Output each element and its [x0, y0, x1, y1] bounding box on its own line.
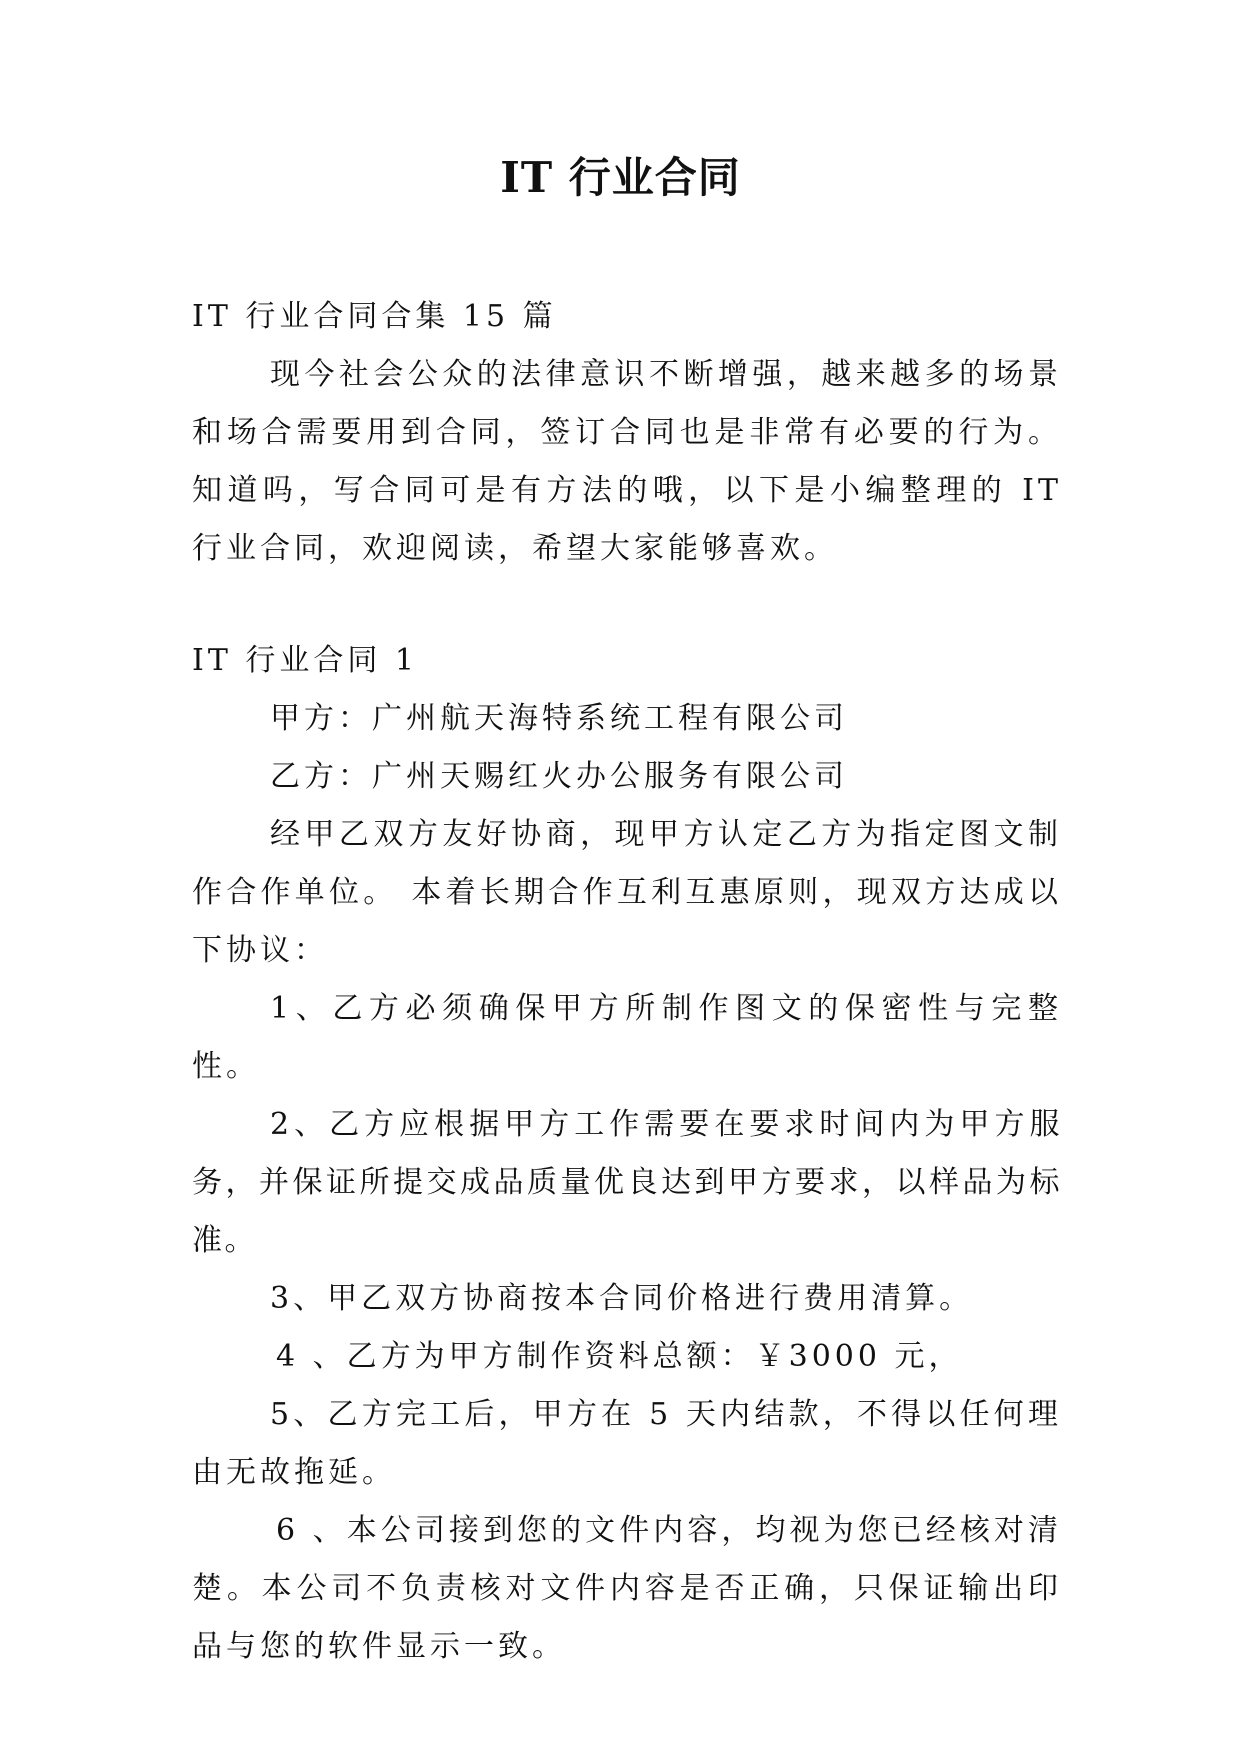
clause-5: 5、乙方完工后，甲方在 5 天内结款，不得以任何理由无故拖延。: [192, 1397, 1062, 1490]
clause-1: 1、乙方必须确保甲方所制作图文的保密性与完整性。: [192, 991, 1062, 1084]
collection-heading: IT 行业合同合集 15 篇: [192, 299, 557, 334]
intro-paragraph: 现今社会公众的法律意识不断增强，越来越多的场景和场合需要用到合同，签订合同也是非常有必要的行为。知道吗，写合同可是有方法的哦，以下是小编整理的 IT 行业合同，欢迎阅读，希望大家能够喜欢。: [192, 357, 1062, 566]
document-title: IT 行业合同: [500, 153, 741, 202]
clause-2: 2、乙方应根据甲方工作需要在要求时间内为甲方服务，并保证所提交成品质量优良达到甲方要求，以样品为标准。: [192, 1107, 1062, 1258]
party-a: 甲方：广州航天海特系统工程有限公司: [270, 701, 848, 736]
agreement-intro: 经甲乙双方友好协商，现甲方认定乙方为指定图文制作合作单位。 本着长期合作互利互惠原则，现双方达成以下协议：: [192, 817, 1062, 968]
section-gap: [192, 578, 1062, 632]
document-body: [192, 288, 1062, 1676]
clause-6: 6 、本公司接到您的文件内容，均视为您已经核对清楚。本公司不负责核对文件内容是否正确，只保证输出印品与您的软件显示一致。: [192, 1513, 1062, 1664]
clause-3: 3、甲乙双方协商按本合同价格进行费用清算。: [270, 1281, 974, 1316]
section-heading: IT 行业合同 1: [192, 643, 419, 678]
clause-4: 4 、乙方为甲方制作资料总额：￥3000 元，: [276, 1339, 963, 1374]
party-b: 乙方：广州天赐红火办公服务有限公司: [270, 759, 848, 794]
